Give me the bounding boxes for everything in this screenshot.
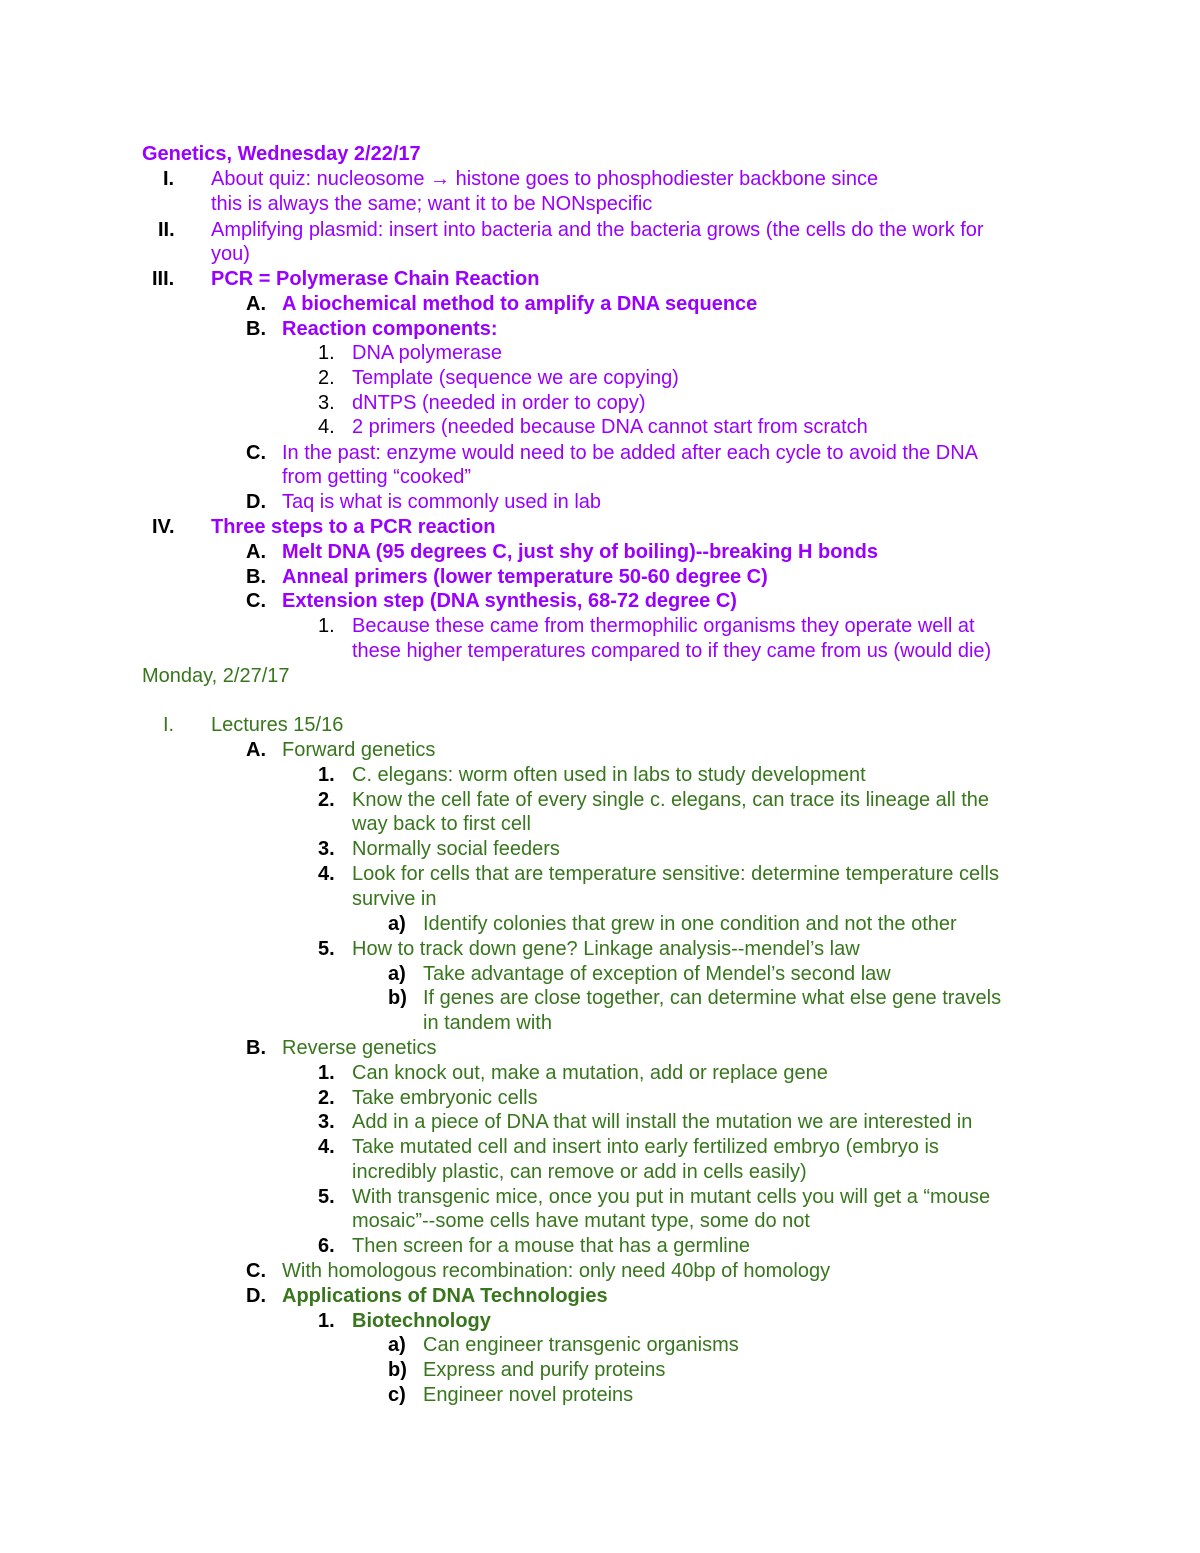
list-marker: 3. (318, 392, 335, 414)
list-item-text: In the past: enzyme would need to be added after each cycle to avoid the DNA (282, 442, 978, 464)
list-item-text: If genes are close together, can determine what else gene travels (423, 987, 1002, 1009)
list-marker: II. (158, 219, 175, 241)
list-marker: 3. (318, 838, 335, 860)
list-marker: b) (388, 987, 407, 1009)
list-marker: A. (246, 739, 266, 761)
list-item-text: Can knock out, make a mutation, add or replace gene (352, 1062, 828, 1084)
list-item-text: you) (211, 243, 250, 265)
list-item-text: Forward genetics (282, 739, 436, 761)
list-marker: D. (246, 1285, 266, 1307)
list-item-text: Add in a piece of DNA that will install the mutation we are interested in (352, 1111, 973, 1133)
list-marker: 1. (318, 342, 335, 364)
section-heading: PCR = Polymerase Chain Reaction (211, 268, 540, 290)
list-marker: I. (163, 714, 175, 736)
list-item-text: Biotechnology (352, 1310, 491, 1332)
list-marker: III. (152, 268, 175, 290)
list-marker: 3. (318, 1111, 335, 1133)
list-marker: I. (163, 168, 175, 190)
list-item-text: from getting “cooked” (282, 466, 471, 488)
list-item-text: Express and purify proteins (423, 1359, 666, 1381)
list-marker: 2. (318, 789, 335, 811)
list-item-text: Anneal primers (lower temperature 50-60 degree C) (282, 566, 768, 588)
list-item-text: incredibly plastic, can remove or add in cells easily) (352, 1161, 807, 1183)
list-item-text: Engineer novel proteins (423, 1384, 634, 1406)
list-item-text: this is always the same; want it to be NONspecific (211, 193, 653, 215)
list-marker: 6. (318, 1235, 335, 1257)
list-marker: 5. (318, 1186, 335, 1208)
list-marker: a) (388, 1334, 406, 1356)
list-item-text: Because these came from thermophilic organisms they operate well at (352, 615, 975, 637)
list-marker: C. (246, 1260, 266, 1282)
list-marker: 1. (318, 1310, 335, 1332)
list-marker: C. (246, 442, 266, 464)
list-item-text: About quiz: nucleosome → histone goes to phosphodiester backbone since (211, 168, 879, 190)
list-item-text: Amplifying plasmid: insert into bacteria and the bacteria grows (the cells do the work for (211, 219, 984, 241)
list-item-text: DNA polymerase (352, 342, 503, 364)
list-marker: D. (246, 491, 266, 513)
list-item-text: Take mutated cell and insert into early fertilized embryo (embryo is (352, 1136, 939, 1158)
list-marker: 1. (318, 615, 335, 637)
list-item-text: survive in (352, 888, 437, 910)
section2-title: Monday, 2/27/17 (142, 665, 290, 687)
list-item-text: How to track down gene? Linkage analysis--mendel’s law (352, 938, 860, 960)
list-item-text: these higher temperatures compared to if they came from us (would die) (352, 640, 992, 662)
list-marker: B. (246, 566, 266, 588)
list-item-text: Reaction components: (282, 318, 498, 340)
list-item-text: Can engineer transgenic organisms (423, 1334, 739, 1356)
section-heading: Lectures 15/16 (211, 714, 344, 736)
list-item-text: mosaic”--some cells have mutant type, some do not (352, 1210, 810, 1232)
list-item-text: Extension step (DNA synthesis, 68-72 degree C) (282, 590, 737, 612)
list-marker: B. (246, 1037, 266, 1059)
list-marker: c) (388, 1384, 406, 1406)
list-item-text: way back to first cell (352, 813, 531, 835)
list-item-text: Taq is what is commonly used in lab (282, 491, 602, 513)
list-item-text: Look for cells that are temperature sensitive: determine temperature cells (352, 863, 999, 885)
list-item-text: With homologous recombination: only need 40bp of homology (282, 1260, 831, 1282)
list-marker: A. (246, 541, 266, 563)
list-item-text: Melt DNA (95 degrees C, just shy of boiling)--breaking H bonds (282, 541, 878, 563)
list-marker: a) (388, 913, 406, 935)
list-item-text: A biochemical method to amplify a DNA sequence (282, 293, 758, 315)
list-item-text: With transgenic mice, once you put in mutant cells you will get a “mouse (352, 1186, 991, 1208)
list-item-text: Know the cell fate of every single c. elegans, can trace its lineage all the (352, 789, 990, 811)
list-item-text: dNTPS (needed in order to copy) (352, 392, 646, 414)
list-item-text: Then screen for a mouse that has a germline (352, 1235, 750, 1257)
list-marker: B. (246, 318, 266, 340)
list-item-text: Take advantage of exception of Mendel’s second law (423, 963, 891, 985)
list-marker: a) (388, 963, 406, 985)
list-marker: 2. (318, 367, 335, 389)
list-item-text: in tandem with (423, 1012, 552, 1034)
list-item-text: Identify colonies that grew in one condition and not the other (423, 913, 957, 935)
list-item-text: Normally social feeders (352, 838, 560, 860)
list-marker: 1. (318, 1062, 335, 1084)
list-marker: A. (246, 293, 266, 315)
list-item-text: Reverse genetics (282, 1037, 437, 1059)
list-marker: 1. (318, 764, 335, 786)
list-marker: 4. (318, 863, 335, 885)
list-marker: 5. (318, 938, 335, 960)
list-marker: 4. (318, 416, 335, 438)
section-heading: Three steps to a PCR reaction (211, 516, 496, 538)
list-marker: 4. (318, 1136, 335, 1158)
list-item-text: 2 primers (needed because DNA cannot start from scratch (352, 416, 868, 438)
list-marker: b) (388, 1359, 407, 1381)
list-item-text: Template (sequence we are copying) (352, 367, 679, 389)
list-marker: IV. (152, 516, 175, 538)
list-marker: C. (246, 590, 266, 612)
list-marker: 2. (318, 1087, 335, 1109)
list-item-text: C. elegans: worm often used in labs to study development (352, 764, 866, 786)
section1-title: Genetics, Wednesday 2/22/17 (142, 143, 421, 165)
section-heading: Applications of DNA Technologies (282, 1285, 608, 1307)
list-item-text: Take embryonic cells (352, 1087, 538, 1109)
